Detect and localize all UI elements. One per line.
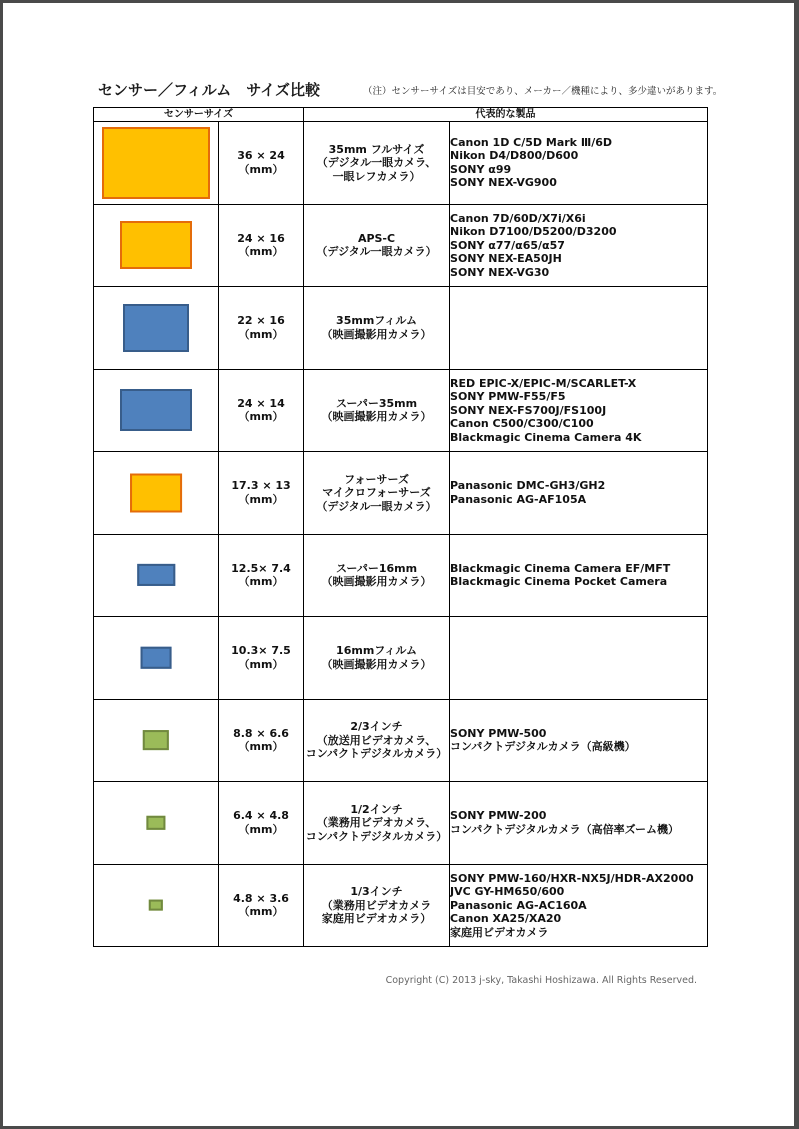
sensor-dimension-cell (219, 369, 304, 452)
dimension-text: 6.4 × 4.8 (233, 809, 289, 823)
product-name: SONY NEX-EA50JH (450, 252, 562, 265)
format-text: スーパー35mm (335, 396, 418, 410)
dimension-text: 24 × 14 (237, 396, 285, 410)
sensor-format-cell (304, 699, 450, 782)
products-cell (450, 699, 708, 782)
products-cell (450, 617, 708, 700)
sensor-size-rectangle (141, 647, 172, 670)
dimension-text: （mm） (238, 492, 284, 506)
format-text: （デジタル一眼カメラ、 (316, 156, 437, 169)
sensor-dimension-cell (219, 287, 304, 370)
sensor-shape-cell (94, 122, 219, 205)
product-name: SONY NEX-VG30 (450, 265, 550, 279)
product-name: RED EPIC-X/EPIC-M/SCARLET-X (450, 376, 637, 390)
dimension-text: 36 × 24 (237, 149, 285, 163)
product-name: Nikon D7100/D5200/D3200 (450, 225, 617, 238)
format-text: （デジタル一眼カメラ） (316, 499, 437, 513)
sensor-shape-cell (94, 369, 219, 452)
sensor-dimension-cell (219, 452, 304, 535)
sensor-format-cell (304, 452, 450, 535)
format-text: フォーサーズ (344, 472, 409, 486)
table-row (94, 204, 708, 287)
table-row (94, 369, 708, 452)
dimension-text: 8.8 × 6.6 (233, 726, 289, 740)
format-text: APS-C (357, 231, 396, 245)
format-text: （放送用ビデオカメラ、 (316, 733, 437, 747)
product-name: SONY PMW-F55/F5 (450, 390, 566, 403)
dimension-text: （mm） (238, 245, 284, 259)
dimension-text: 10.3× 7.5 (231, 644, 291, 658)
table-header-row (94, 108, 708, 122)
format-text: 35mmフィルム (336, 314, 417, 328)
sensor-shape-cell (94, 287, 219, 370)
sensor-format-cell (304, 782, 450, 865)
format-text: コンパクトデジタルカメラ） (305, 829, 448, 843)
table-row (94, 534, 708, 617)
sensor-size-rectangle (143, 730, 169, 750)
sensor-size-rectangle (123, 304, 189, 352)
sensor-format-cell (304, 864, 450, 947)
format-text: 2/3インチ (350, 720, 403, 733)
product-name: SONY α99 (450, 162, 512, 176)
document-page (3, 3, 794, 1126)
sensor-dimension-cell (219, 204, 304, 287)
product-name: Canon 1D C/5D Mark Ⅲ/6D (450, 135, 613, 149)
sensor-size-rectangle (137, 564, 175, 586)
sensor-shape-cell (94, 452, 219, 535)
sensor-shape-cell (94, 864, 219, 947)
product-name: SONY α77/α65/α57 (450, 238, 565, 252)
sensor-dimension-cell (219, 617, 304, 700)
products-cell (450, 864, 708, 947)
product-name: SONY PMW-500 (450, 726, 547, 740)
sensor-dimension-cell (219, 699, 304, 782)
copyright-text: Copyright (C) 2013 j-sky, Takashi Hoshizawa. All Rights Reserved. (385, 975, 697, 986)
product-name: Nikon D4/D800/D600 (450, 149, 579, 163)
product-name: SONY PMW-200 (450, 809, 547, 823)
format-text: （映画撮影用カメラ） (321, 575, 432, 589)
format-text: （映画撮影用カメラ） (321, 327, 432, 341)
table-body (94, 122, 708, 947)
table-row (94, 452, 708, 535)
product-name: JVC GY-HM650/600 (450, 885, 565, 898)
format-text: 家庭用ビデオカメラ） (321, 912, 432, 925)
products-cell (450, 287, 708, 370)
product-name: SONY NEX-FS700J/FS100J (450, 403, 607, 417)
header-products: 代表的な製品 (304, 108, 708, 122)
format-text: 35mm フルサイズ (328, 142, 425, 156)
sensor-format-cell (304, 122, 450, 205)
product-name: Canon C500/C300/C100 (450, 417, 594, 430)
products-cell (450, 369, 708, 452)
sensor-shape-cell (94, 617, 219, 700)
product-name: SONY PMW-160/HXR-NX5J/HDR-AX2000 (450, 871, 694, 885)
table-row (94, 782, 708, 865)
sensor-dimension-cell (219, 782, 304, 865)
sensor-format-cell (304, 204, 450, 287)
format-text: コンパクトデジタルカメラ） (305, 747, 448, 760)
sensor-dimension-cell (219, 534, 304, 617)
product-name: Blackmagic Cinema Pocket Camera (450, 575, 668, 589)
dimension-text: （mm） (238, 410, 284, 424)
header-sensor-size: センサーサイズ (94, 108, 304, 122)
product-name: Canon 7D/60D/X7i/X6i (450, 211, 586, 225)
table-row (94, 864, 708, 947)
dimension-text: 12.5× 7.4 (231, 561, 291, 575)
format-text: 1/3インチ (350, 885, 403, 898)
products-cell (450, 782, 708, 865)
sensor-dimension-cell (219, 864, 304, 947)
sensor-format-cell (304, 369, 450, 452)
format-text: マイクロフォーサーズ (322, 486, 431, 499)
product-name: コンパクトデジタルカメラ（高倍率ズーム機） (450, 822, 680, 836)
sensor-shape-cell (94, 534, 219, 617)
products-cell (450, 122, 708, 205)
product-name: Panasonic DMC-GH3/GH2 (450, 479, 606, 493)
sensor-size-rectangle (130, 473, 182, 512)
product-name: Panasonic AG-AF105A (450, 492, 587, 506)
sensor-shape-cell (94, 699, 219, 782)
product-name: コンパクトデジタルカメラ（高級機） (450, 740, 636, 754)
format-text: （映画撮影用カメラ） (321, 410, 432, 424)
products-cell (450, 534, 708, 617)
format-text: 1/2インチ (350, 802, 403, 816)
format-text: 一眼レフカメラ） (332, 169, 421, 183)
product-name: 家庭用ビデオカメラ (450, 925, 549, 939)
format-text: （業務用ビデオカメラ、 (316, 816, 437, 829)
product-name: Panasonic AG-AC160A (450, 898, 587, 912)
sensor-format-cell (304, 534, 450, 617)
product-name: SONY NEX-VG900 (450, 176, 557, 190)
dimension-text: 17.3 × 13 (231, 479, 291, 493)
sensor-size-rectangle (102, 127, 210, 199)
table-row (94, 699, 708, 782)
dimension-text: 24 × 16 (237, 231, 285, 245)
format-text: （映画撮影用カメラ） (321, 657, 432, 671)
format-text: スーパー16mm (335, 561, 418, 575)
dimension-text: （mm） (238, 327, 284, 341)
sensor-shape-cell (94, 782, 219, 865)
dimension-text: （mm） (238, 740, 284, 754)
sensor-format-cell (304, 287, 450, 370)
format-text: （業務用ビデオカメラ (321, 898, 432, 912)
sensor-size-rectangle (146, 816, 165, 830)
dimension-text: （mm） (238, 162, 284, 176)
sensor-size-rectangle (149, 900, 163, 911)
sensor-size-rectangle (120, 221, 192, 269)
format-text: 16mmフィルム (336, 644, 417, 658)
sensor-format-cell (304, 617, 450, 700)
dimension-text: （mm） (238, 905, 284, 919)
dimension-text: （mm） (238, 657, 284, 671)
dimension-text: （mm） (238, 822, 284, 836)
sensor-dimension-cell (219, 122, 304, 205)
product-name: Blackmagic Cinema Camera EF/MFT (450, 561, 671, 575)
table-row (94, 617, 708, 700)
dimension-text: （mm） (238, 575, 284, 589)
sensor-comparison-table (93, 107, 708, 947)
table-row (94, 287, 708, 370)
disclaimer-note: （注）センサーサイズは目安であり、メーカー／機種により、多少違いがあります。 (363, 86, 723, 97)
format-text: （デジタル一眼カメラ） (316, 245, 437, 259)
products-cell (450, 204, 708, 287)
sensor-size-rectangle (120, 389, 192, 431)
sensor-shape-cell (94, 204, 219, 287)
dimension-text: 4.8 × 3.6 (233, 891, 289, 905)
products-cell (450, 452, 708, 535)
table-row (94, 122, 708, 205)
dimension-text: 22 × 16 (237, 314, 285, 328)
product-name: Canon XA25/XA20 (450, 912, 562, 925)
page-title: センサー／フィルム サイズ比較 (98, 81, 321, 99)
product-name: Blackmagic Cinema Camera 4K (450, 430, 642, 444)
